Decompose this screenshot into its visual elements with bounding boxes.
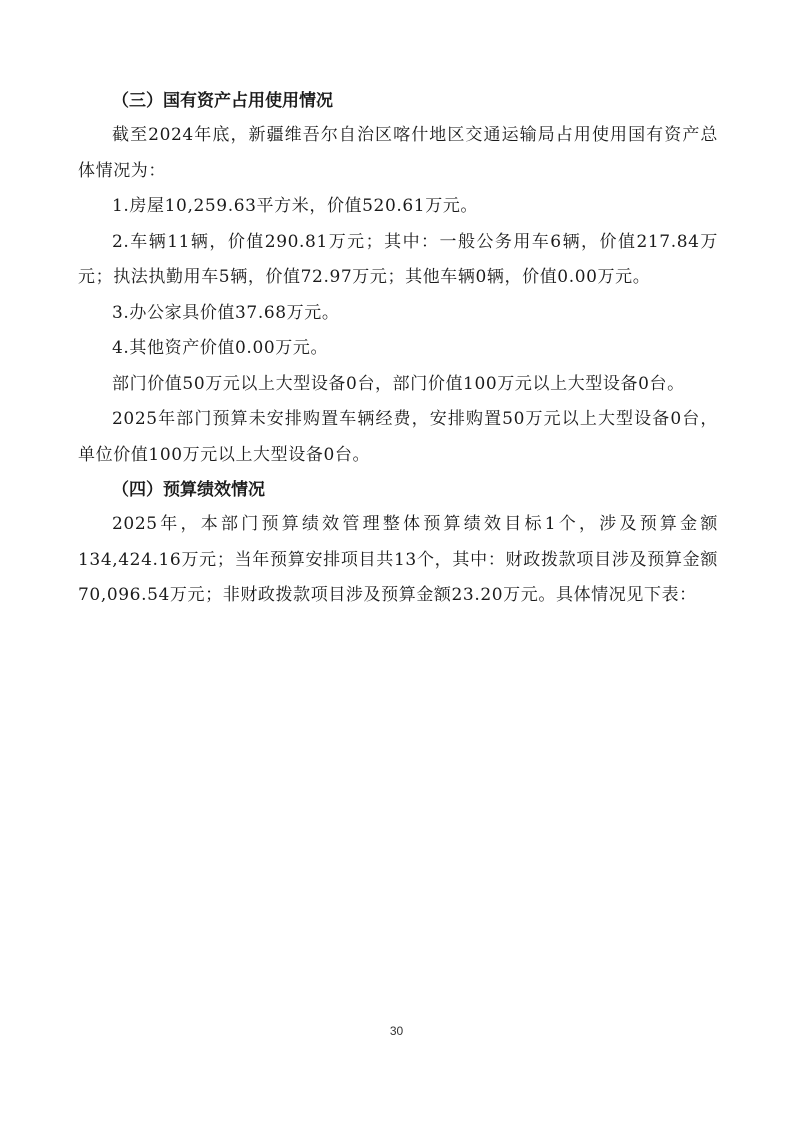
performance-paragraph: 2025年，本部门预算绩效管理整体预算绩效目标1个，涉及预算金额134,424.16万元；当年预算安排项目共13个，其中：财政拨款项目涉及预算金额70,096.54万元；非财政拨款项目涉及预算金额23.20万元。具体情况见下表： bbox=[78, 514, 718, 605]
large-equipment-paragraph: 部门价值50万元以上大型设备0台，部门价值100万元以上大型设备0台。 bbox=[112, 373, 685, 394]
asset-item-furniture: 3.办公家具价值37.68万元。 bbox=[112, 302, 340, 323]
asset-item-vehicles: 2.车辆11辆，价值290.81万元；其中：一般公务用车6辆，价值217.84万元；执法执勤用车5辆，价值72.97万元；其他车辆0辆，价值0.00万元。 bbox=[78, 231, 718, 287]
page-number: 30 bbox=[389, 1024, 404, 1038]
asset-item-buildings: 1.房屋10,259.63平方米，价值520.61万元。 bbox=[112, 196, 479, 216]
budget-purchase-plan-paragraph: 2025年部门预算未安排购置车辆经费，安排购置50万元以上大型设备0台，单位价值100万元以上大型设备0台。 bbox=[78, 409, 718, 465]
section-heading-performance: （四）预算绩效情况 bbox=[112, 480, 265, 500]
state-assets-intro: 截至2024年底，新疆维吾尔自治区喀什地区交通运输局占用使用国有资产总体情况为： bbox=[78, 125, 718, 181]
asset-item-other: 4.其他资产价值0.00万元。 bbox=[112, 338, 329, 358]
page-content bbox=[78, 84, 718, 614]
section-heading-state-assets: （三）国有资产占用使用情况 bbox=[112, 91, 333, 111]
